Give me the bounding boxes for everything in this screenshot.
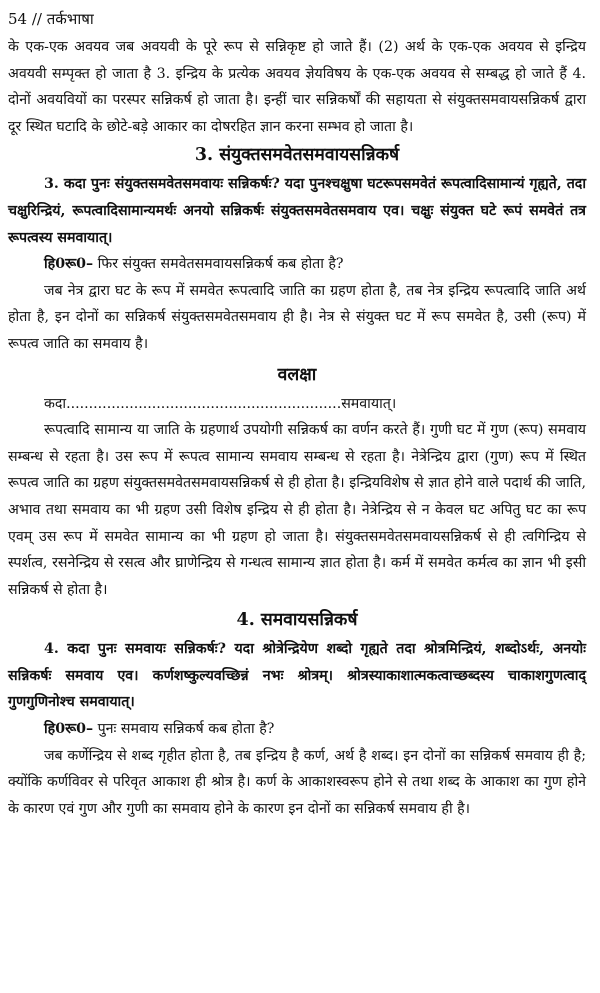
section-4-hindi-question — [8, 716, 586, 743]
running-head: 54 // तर्कभाषा — [8, 10, 94, 28]
section-3-heading: 3. संयुक्तसमवेतसमवायसन्निकर्ष — [194, 145, 400, 166]
valaksha-paragraph: रूपत्वादि सामान्य या जाति के ग्रहणार्थ उपयोगी सन्निकर्ष का वर्णन करते हैं। गुणी घट में गुण (रूप) समवाय सम्बन्ध से रहता है। उस रूप में रूपत्व सामान्य समवाय सम्बन्ध से रहता है। नेत्रेन्द्रिय द्वारा (गुण) रूप में स्थित रूपत्व जाति का ग्रहण संयुक्तसमवेतसमवायसन्निकर्ष से ही होता है। इन्द्रियविशेष से ज्ञात होने वाले पदार्थ की जाति, अभाव तथा समवाय का भी ग्रहण उसी विशेष इन्द्रिय से ही होता है। नेत्रेन्द्रिय से न केवल घट अपितु घट का रूप एवम् उस रूप में समवेत सामान्य का भी ग्रहण हो जाता है। संयुक्तसमवेतसमवायसन्निकर्ष से ही त्वगिन्द्रिय से स्पर्शत्व, रसनेन्द्रिय से रसत्व और घ्राणेन्द्रिय से गन्धत्व सामान्य ज्ञात होता है। कर्म में समवेत कर्मत्व का ज्ञान भी इसी सन्निकर्ष से होता है। — [8, 422, 586, 598]
section-3-hindi-answer: जब नेत्र द्वारा घट के रूप में समवेत रूपत्वादि जाति का ग्रहण होता है, तब नेत्र इन्द्रिय रूपत्वादि जाति अर्थ होता है, इन दोनों का सन्निकर्ष संयुक्तसमवेतसमवाय ही है। नेत्र से संयुक्त घट में रूप समवेत है, उसी (रूप) में रूपत्व जाति का समवाय है। — [8, 282, 586, 352]
section-4-hindi-answer: जब कर्णेन्द्रिय से शब्द गृहीत होता है, तब इन्द्रिय है कर्ण, अर्थ है शब्द। इन दोनों का सन्निकर्ष समवाय ही है; क्योंकि कर्णविवर से परिवृत आकाश ही श्रोत्र है। कर्ण के आकाशस्वरूप होने से तथा शब्द के आकाश का गुण होने के कारण एवं गुण और गुणी का समवाय होने के कारण इन दोनों का सन्निकर्ष समवाय ही है। — [8, 747, 586, 817]
section-3-hindi-question — [8, 251, 586, 278]
section-4-heading: 4. समवायसन्निकर्ष — [236, 610, 358, 631]
valaksha-line: कदा.............................................................समवायात्। — [44, 395, 397, 412]
intro-paragraph: के एक-एक अवयव जब अवयवी के पूरे रूप से सन्निकृष्ट हो जाते हैं। (2) अर्थ के एक-एक अवयव से इन्द्रिय अवयवी सम्पृक्त हो जाता है 3. इन्द्रिय के प्रत्येक अवयव ज्ञेयविषय के एक-एक अवयव से सम्बद्ध हो जाते हैं 4. दोनों अवयवियों का परस्पर सन्निकर्ष हो जाता है। इन्हीं चार सन्निकर्षों की सहायता से संयुक्तसमवायसन्निकर्ष द्वारा दूर स्थित घटादि के छोटे-बड़े आकार का दोषरहित ज्ञान करना सम्भव हो जाता है। — [8, 39, 586, 135]
hindi-label: हि0रू0– — [44, 721, 94, 738]
question-text: फिर संयुक्त समवेतसमवायसन्निकर्ष कब होता है? — [93, 256, 344, 273]
question-text: पुनः समवाय सन्निकर्ष कब होता है? — [93, 721, 275, 738]
hindi-label: हि0रू0– — [44, 256, 94, 273]
section-4-sanskrit: 4. कदा पुनः समवायः सन्निकर्षः? यदा श्रोत्रेन्द्रियेण शब्दो गृह्यते तदा श्रोत्रमिन्द्रियं, शब्दोऽर्थः, अनयोः सन्निकर्षः समवाय एव। कर्णशष्कुल्यवच्छिन्नं नभः श्रोत्रम्। श्रोत्रस्याकाशात्मकत्वाच्छब्दस्य चाकाशगुणत्वाद् गुणगुणिनोश्च समवायात्। — [8, 641, 586, 711]
section-3-sanskrit: 3. कदा पुनः संयुक्तसमवेतसमवायः सन्निकर्षः? यदा पुनश्चक्षुषा घटरूपसमवेतं रूपत्वादिसामान्यं गृह्यते, तदा चक्षुरिन्द्रियं, रूपत्वादिसामान्यमर्थः अनयो सन्निकर्षः संयुक्तसमवेतसमवाय एव। चक्षुः संयुक्त घटे रूपं समवेतं तत्र रूपत्वस्य समवायात्। — [8, 176, 586, 246]
valaksha-heading: वलक्षा — [277, 364, 317, 385]
